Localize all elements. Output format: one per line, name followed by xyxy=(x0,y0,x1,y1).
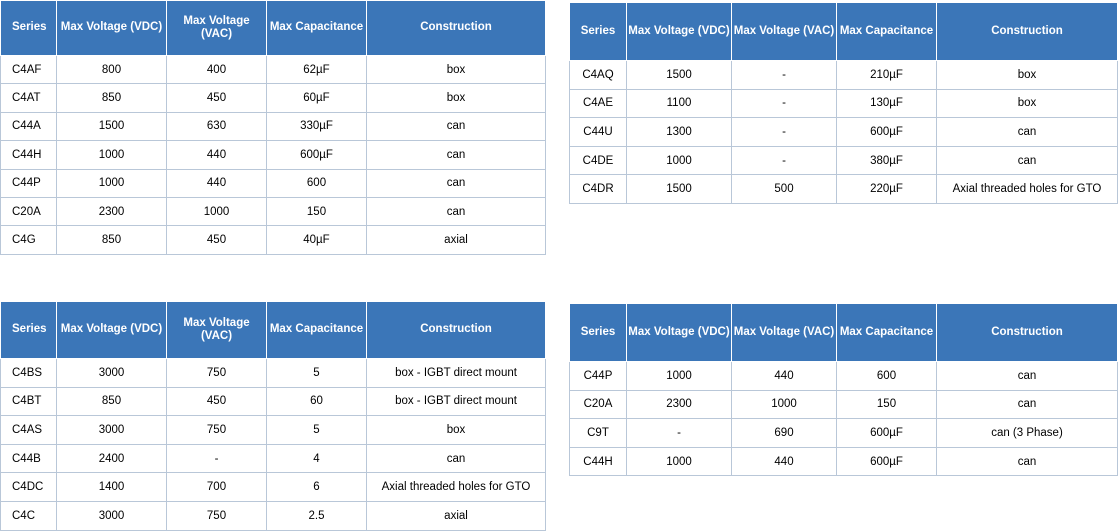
capacitor-table-bottom-left xyxy=(0,301,546,531)
table-row xyxy=(1,501,546,530)
column-header-max-voltage-vac: Max Voltage (VAC) xyxy=(167,1,267,56)
cell-series: C9T xyxy=(570,419,627,448)
cell-series: C44P xyxy=(570,362,627,391)
cell-max-voltage-vac: - xyxy=(732,61,837,90)
cell-max-capacitance: 5 xyxy=(267,416,367,445)
cell-max-capacitance: 220µF xyxy=(837,175,937,204)
table-row xyxy=(1,141,546,169)
cell-max-capacitance: 130µF xyxy=(837,89,937,118)
cell-max-voltage-vdc: - xyxy=(627,419,732,448)
cell-construction: can xyxy=(937,362,1118,391)
cell-max-capacitance: 600 xyxy=(267,169,367,197)
column-header-max-capacitance: Max Capacitance xyxy=(837,3,937,61)
column-header-construction: Construction xyxy=(367,302,546,359)
cell-series: C4C xyxy=(1,501,57,530)
cell-series: C20A xyxy=(570,390,627,419)
cell-max-voltage-vac: 750 xyxy=(167,359,267,388)
column-header-max-voltage-vdc: Max Voltage (VDC) xyxy=(57,1,167,56)
cell-max-voltage-vac: - xyxy=(167,444,267,473)
table-header-row xyxy=(570,3,1118,61)
column-header-construction: Construction xyxy=(937,3,1118,61)
cell-max-capacitance: 330µF xyxy=(267,112,367,140)
cell-max-voltage-vdc: 1500 xyxy=(627,175,732,204)
cell-construction: can xyxy=(937,118,1118,147)
cell-construction: can (3 Phase) xyxy=(937,419,1118,448)
cell-max-voltage-vac: 450 xyxy=(167,387,267,416)
cell-max-voltage-vdc: 1500 xyxy=(627,61,732,90)
table-row xyxy=(1,197,546,225)
column-header-construction: Construction xyxy=(937,304,1118,362)
cell-max-voltage-vdc: 850 xyxy=(57,226,167,254)
table-header-row xyxy=(570,304,1118,362)
cell-max-voltage-vac: 630 xyxy=(167,112,267,140)
cell-max-capacitance: 5 xyxy=(267,359,367,388)
table-row xyxy=(570,447,1118,476)
cell-max-voltage-vdc: 1000 xyxy=(627,146,732,175)
cell-construction: can xyxy=(367,141,546,169)
table-header-row xyxy=(1,302,546,359)
cell-max-capacitance: 40µF xyxy=(267,226,367,254)
cell-max-voltage-vac: 690 xyxy=(732,419,837,448)
cell-max-capacitance: 6 xyxy=(267,473,367,502)
cell-series: C44A xyxy=(1,112,57,140)
column-header-max-voltage-vac: Max Voltage (VAC) xyxy=(732,304,837,362)
cell-max-voltage-vac: 440 xyxy=(732,447,837,476)
cell-construction: axial xyxy=(367,226,546,254)
cell-max-voltage-vac: 440 xyxy=(732,362,837,391)
cell-max-voltage-vac: 450 xyxy=(167,84,267,112)
table-row xyxy=(570,390,1118,419)
column-header-max-capacitance: Max Capacitance xyxy=(267,302,367,359)
cell-max-voltage-vdc: 1100 xyxy=(627,89,732,118)
cell-max-voltage-vdc: 1300 xyxy=(627,118,732,147)
table-row xyxy=(1,444,546,473)
cell-series: C44U xyxy=(570,118,627,147)
table-header-row xyxy=(1,1,546,56)
cell-construction: can xyxy=(367,444,546,473)
column-header-max-voltage-vac: Max Voltage (VAC) xyxy=(732,3,837,61)
cell-construction: Axial threaded holes for GTO xyxy=(937,175,1118,204)
cell-max-capacitance: 600µF xyxy=(837,447,937,476)
cell-max-voltage-vdc: 850 xyxy=(57,387,167,416)
cell-max-capacitance: 600µF xyxy=(837,419,937,448)
cell-series: C4DE xyxy=(570,146,627,175)
column-header-series: Series xyxy=(570,304,627,362)
cell-construction: can xyxy=(367,169,546,197)
cell-series: C20A xyxy=(1,197,57,225)
table-row xyxy=(570,89,1118,118)
cell-max-voltage-vdc: 1000 xyxy=(627,362,732,391)
cell-series: C4AF xyxy=(1,56,57,84)
column-header-series: Series xyxy=(1,302,57,359)
cell-max-voltage-vac: 700 xyxy=(167,473,267,502)
cell-max-voltage-vdc: 1400 xyxy=(57,473,167,502)
cell-series: C4BT xyxy=(1,387,57,416)
cell-max-voltage-vdc: 800 xyxy=(57,56,167,84)
cell-construction: box xyxy=(367,84,546,112)
capacitor-table-bottom-right xyxy=(569,303,1118,476)
cell-series: C4AQ xyxy=(570,61,627,90)
cell-max-voltage-vdc: 3000 xyxy=(57,416,167,445)
cell-series: C4AT xyxy=(1,84,57,112)
cell-max-capacitance: 150 xyxy=(837,390,937,419)
cell-max-voltage-vac: 440 xyxy=(167,169,267,197)
cell-max-voltage-vdc: 2300 xyxy=(627,390,732,419)
cell-construction: can xyxy=(367,112,546,140)
cell-series: C44B xyxy=(1,444,57,473)
cell-max-capacitance: 2.5 xyxy=(267,501,367,530)
cell-max-capacitance: 60 xyxy=(267,387,367,416)
column-header-max-voltage-vac: Max Voltage (VAC) xyxy=(167,302,267,359)
table-row xyxy=(1,84,546,112)
table-row xyxy=(570,419,1118,448)
cell-max-capacitance: 600µF xyxy=(837,118,937,147)
cell-series: C44P xyxy=(1,169,57,197)
cell-max-voltage-vac: 1000 xyxy=(167,197,267,225)
cell-series: C4BS xyxy=(1,359,57,388)
table-row xyxy=(570,175,1118,204)
cell-max-voltage-vac: 1000 xyxy=(732,390,837,419)
capacitor-table-top-left xyxy=(0,0,546,255)
table-row xyxy=(1,56,546,84)
cell-max-capacitance: 380µF xyxy=(837,146,937,175)
cell-construction: box - IGBT direct mount xyxy=(367,387,546,416)
cell-series: C4DR xyxy=(570,175,627,204)
table-row xyxy=(570,118,1118,147)
cell-construction: can xyxy=(937,146,1118,175)
cell-max-capacitance: 62µF xyxy=(267,56,367,84)
cell-series: C44H xyxy=(1,141,57,169)
cell-construction: axial xyxy=(367,501,546,530)
cell-max-voltage-vac: 440 xyxy=(167,141,267,169)
column-header-construction: Construction xyxy=(367,1,546,56)
cell-max-voltage-vac: 450 xyxy=(167,226,267,254)
column-header-max-voltage-vdc: Max Voltage (VDC) xyxy=(627,304,732,362)
table-row xyxy=(1,226,546,254)
cell-max-capacitance: 60µF xyxy=(267,84,367,112)
cell-max-voltage-vac: 750 xyxy=(167,416,267,445)
table-row xyxy=(570,146,1118,175)
cell-max-voltage-vdc: 1500 xyxy=(57,112,167,140)
cell-max-voltage-vac: 750 xyxy=(167,501,267,530)
table-row xyxy=(1,387,546,416)
cell-series: C4AS xyxy=(1,416,57,445)
cell-construction: box - IGBT direct mount xyxy=(367,359,546,388)
cell-max-voltage-vac: 500 xyxy=(732,175,837,204)
cell-construction: box xyxy=(367,56,546,84)
cell-max-voltage-vdc: 1000 xyxy=(627,447,732,476)
capacitor-table-top-right xyxy=(569,2,1118,204)
cell-max-capacitance: 210µF xyxy=(837,61,937,90)
cell-max-capacitance: 4 xyxy=(267,444,367,473)
cell-max-voltage-vdc: 850 xyxy=(57,84,167,112)
cell-series: C4AE xyxy=(570,89,627,118)
table-row xyxy=(570,61,1118,90)
column-header-max-voltage-vdc: Max Voltage (VDC) xyxy=(627,3,732,61)
cell-series: C4DC xyxy=(1,473,57,502)
cell-max-voltage-vac: 400 xyxy=(167,56,267,84)
cell-construction: can xyxy=(937,390,1118,419)
table-row xyxy=(1,416,546,445)
cell-max-voltage-vdc: 3000 xyxy=(57,501,167,530)
column-header-max-capacitance: Max Capacitance xyxy=(267,1,367,56)
cell-max-voltage-vdc: 2400 xyxy=(57,444,167,473)
cell-max-capacitance: 600µF xyxy=(267,141,367,169)
cell-construction: box xyxy=(367,416,546,445)
column-header-max-capacitance: Max Capacitance xyxy=(837,304,937,362)
cell-construction: Axial threaded holes for GTO xyxy=(367,473,546,502)
cell-series: C4G xyxy=(1,226,57,254)
cell-max-voltage-vac: - xyxy=(732,118,837,147)
cell-max-voltage-vdc: 1000 xyxy=(57,141,167,169)
cell-construction: can xyxy=(367,197,546,225)
table-row xyxy=(570,362,1118,391)
cell-max-voltage-vac: - xyxy=(732,89,837,118)
cell-max-capacitance: 600 xyxy=(837,362,937,391)
cell-series: C44H xyxy=(570,447,627,476)
cell-construction: can xyxy=(937,447,1118,476)
cell-construction: box xyxy=(937,61,1118,90)
cell-max-voltage-vdc: 1000 xyxy=(57,169,167,197)
table-row xyxy=(1,169,546,197)
table-row xyxy=(1,473,546,502)
column-header-max-voltage-vdc: Max Voltage (VDC) xyxy=(57,302,167,359)
cell-max-voltage-vac: - xyxy=(732,146,837,175)
column-header-series: Series xyxy=(1,1,57,56)
cell-max-capacitance: 150 xyxy=(267,197,367,225)
cell-max-voltage-vdc: 2300 xyxy=(57,197,167,225)
cell-max-voltage-vdc: 3000 xyxy=(57,359,167,388)
table-row xyxy=(1,359,546,388)
table-row xyxy=(1,112,546,140)
column-header-series: Series xyxy=(570,3,627,61)
cell-construction: box xyxy=(937,89,1118,118)
